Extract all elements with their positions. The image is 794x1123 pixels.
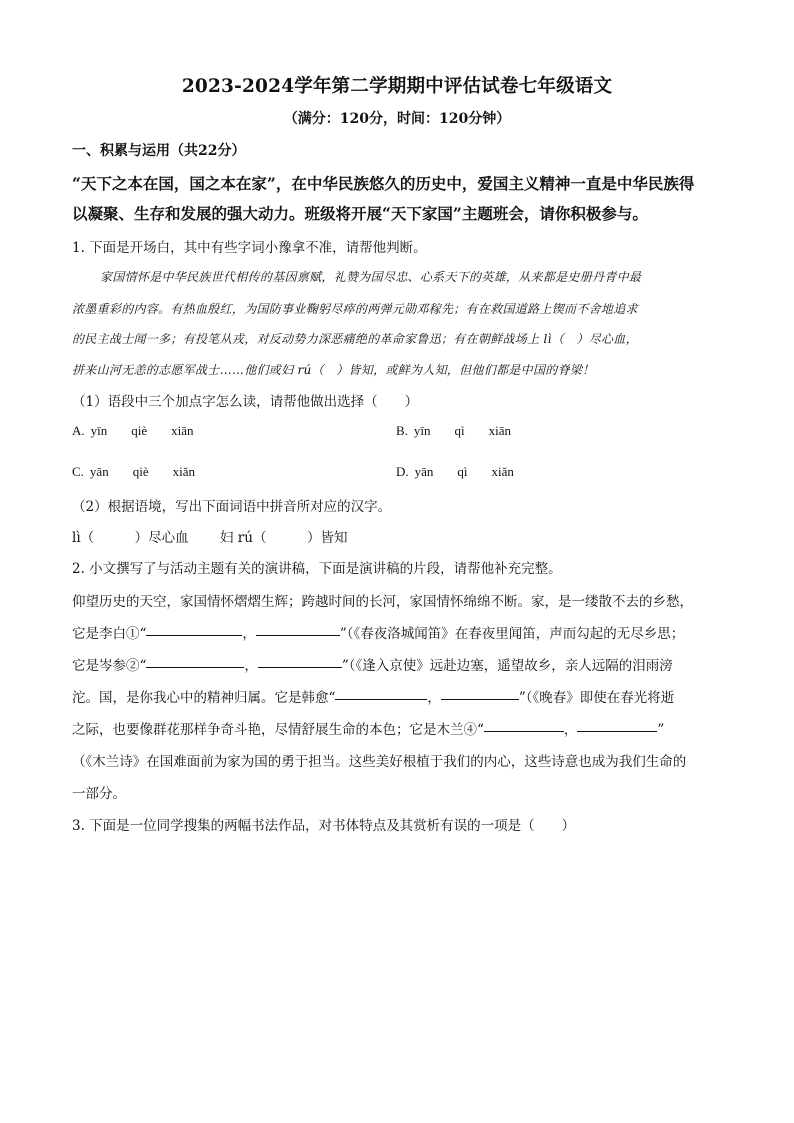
blank-1b[interactable] (256, 634, 340, 636)
option-b-pinyin-2: qì (454, 423, 465, 438)
option-d-pinyin-3: xiǎn (491, 464, 514, 479)
option-a-pinyin-3: xiān (171, 423, 194, 438)
q1-stem: 1. 下面是开场白，其中有些字词小豫拿不准，请帮他判断。 (72, 240, 427, 256)
page-subtitle: （满分：120分，时间：120分钟） (283, 111, 511, 127)
intro-line-1: “天下之本在国，国之本在家”，在中华民族悠久的历史中，爱国主义精神一直是中华民族得 (72, 174, 695, 193)
option-c-letter: C. (72, 464, 84, 479)
q1-sub1: （1）语段中三个加点字怎么读，请帮他做出选择（ ） (72, 394, 419, 410)
speech-line-4 (72, 686, 674, 706)
q1-sub2: （2）根据语境，写出下面词语中拼音所对应的汉字。 (72, 499, 392, 515)
option-c-pinyin-3: xiǎn (172, 464, 195, 479)
section-heading: 一、积累与运用（共22分） (72, 143, 246, 159)
option-c-pinyin-1: yān (89, 464, 109, 479)
q1-passage-line-4: 拼来山河无恙的志愿军战士……他们或妇 rú（ ）皆知，或鲜为人知，但他们都是中国的脊梁！ (72, 363, 595, 377)
option-a[interactable] (72, 423, 218, 439)
speech-line-2-suffix: ”（《春夜洛城闻笛》在春夜里闻笛，声而勾起的无尽乡思； (339, 626, 685, 642)
speech-line-4-suffix: ”（《晚春》即使在春光将逝 (518, 690, 675, 706)
speech-line-2-prefix: 它是李白①“ (72, 626, 147, 642)
option-b[interactable] (396, 423, 535, 439)
option-c[interactable] (72, 464, 219, 480)
q1-fill-b[interactable]: 妇 rú（ ）皆知 (220, 530, 348, 546)
speech-line-4-prefix: 沱。国，是你我心中的精神归属。它是韩愈“ (72, 690, 336, 706)
q1-passage-line-1: 家国情怀是中华民族世代相传的基因禀赋，礼赞为国尽忠、心系天下的英雄，从来都是史册丹青中最 (100, 270, 642, 284)
blank-1a[interactable] (146, 634, 242, 636)
intro-line-2: 以凝聚、生存和发展的强大动力。班级将开展“天下家国”主题班会，请你积极参与。 (72, 204, 648, 223)
option-c-pinyin-2: qiè (132, 464, 149, 479)
speech-line-3-prefix: 它是岑参②“ (72, 658, 147, 674)
blank-2a[interactable] (146, 666, 244, 668)
speech-line-7: 一部分。 (72, 786, 126, 802)
q1-passage-line-2: 浓墨重彩的内容。有热血殷红，为国防事业鞠躬尽瘁的两弹元勋邓稼先；有在救国道路上锲而不舍地追求 (72, 302, 638, 316)
comma: ， (563, 722, 578, 738)
comma: ， (242, 626, 256, 642)
option-b-pinyin-1: yīn (413, 423, 431, 438)
speech-line-5-suffix: ” (657, 722, 665, 738)
q2-stem: 2. 小文撰写了与活动主题有关的演讲稿，下面是演讲稿的片段，请帮他补充完整。 (72, 561, 562, 577)
blank-4a[interactable] (484, 730, 564, 732)
comma: ， (427, 690, 441, 706)
speech-line-5 (72, 718, 664, 738)
blank-4b[interactable] (577, 730, 657, 732)
speech-line-3 (72, 654, 673, 674)
page-title: 2023-2024学年第二学期期中评估试卷七年级语文 (181, 76, 613, 97)
blank-3a[interactable] (335, 698, 427, 700)
option-d-pinyin-1: yān (414, 464, 434, 479)
option-a-pinyin-1: yīn (90, 423, 108, 438)
option-b-letter: B. (396, 423, 408, 438)
q1-fill-a[interactable]: lì（ ）尽心血 (72, 530, 189, 546)
blank-2b[interactable] (258, 666, 342, 668)
speech-line-5-prefix: 之际，也要像群花那样争奇斗艳，尽情舒展生命的本色；它是木兰④“ (72, 722, 484, 738)
option-d-pinyin-2: qì (457, 464, 468, 479)
comma: ， (244, 658, 258, 674)
speech-line-3-suffix: ”（《逢入京使》远赴边塞，遥望故乡，亲人远隔的泪雨滂 (341, 658, 673, 674)
speech-line-2 (72, 622, 684, 642)
option-a-pinyin-2: qiè (131, 423, 148, 438)
blank-3b[interactable] (441, 698, 519, 700)
speech-line-6: （《木兰诗》在国难面前为家为国的勇于担当。这些美好根植于我们的内心，这些诗意也成为我们生命的 (72, 754, 687, 770)
q3-stem: 3. 下面是一位同学搜集的两幅书法作品，对书体特点及其赏析有误的一项是（ ） (72, 818, 576, 834)
option-a-letter: A. (72, 423, 85, 438)
option-d[interactable] (396, 464, 538, 480)
speech-line-1: 仰望历史的天空，家国情怀熠熠生辉；跨越时间的长河，家国情怀绵绵不断。家，是一缕散不去的乡愁， (72, 594, 693, 610)
option-d-letter: D. (396, 464, 409, 479)
q1-passage-line-3: 的民主战士闻一多；有投笔从戎，对反动势力深恶痛绝的革命家鲁迅；有在朝鲜战场上 lì（ ）尽心血， (72, 332, 638, 346)
option-b-pinyin-3: xiān (488, 423, 512, 438)
